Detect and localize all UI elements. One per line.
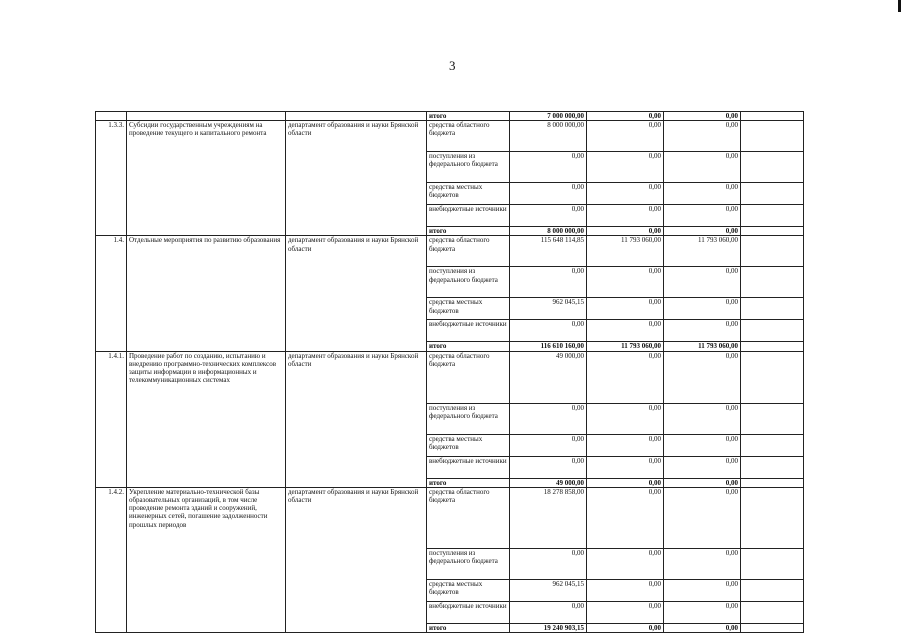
amount-year-2: 0,00 bbox=[587, 478, 664, 487]
funding-source: поступления из федерального бюджета bbox=[427, 403, 510, 434]
blank-column-cell bbox=[741, 601, 804, 623]
responsible-department: департамент образования и науки Брянской области bbox=[286, 236, 427, 351]
funding-source: средства местных бюджетов bbox=[427, 579, 510, 601]
amount-year-2: 0,00 bbox=[587, 487, 664, 548]
item-name: Проведение работ по созданию, испытанию и внедрению программно-технических комплексов защиты информации в информационных и телекоммуникационных системах bbox=[127, 351, 286, 487]
responsible-department: департамент образования и науки Брянской области bbox=[286, 351, 427, 487]
amount-year-2: 0,00 bbox=[587, 152, 664, 183]
amount-year-2: 0,00 bbox=[587, 434, 664, 456]
amount-year-2: 0,00 bbox=[587, 298, 664, 320]
amount-year-2: 0,00 bbox=[587, 112, 664, 121]
amount-year-3: 0,00 bbox=[664, 267, 741, 298]
amount-year-1: 8 000 000,00 bbox=[510, 227, 587, 236]
amount-year-3: 0,00 bbox=[664, 112, 741, 121]
amount-year-2: 11 793 060,00 bbox=[587, 236, 664, 267]
responsible-department: департамент образования и науки Брянской области bbox=[286, 487, 427, 632]
blank-column-cell bbox=[741, 623, 804, 632]
table-row bbox=[96, 236, 804, 267]
blank-column-cell bbox=[741, 478, 804, 487]
item-code: 1.4. bbox=[96, 236, 127, 351]
amount-year-3: 0,00 bbox=[664, 298, 741, 320]
blank-column-cell bbox=[741, 456, 804, 478]
page-number: 3 bbox=[449, 58, 456, 73]
amount-year-3: 0,00 bbox=[664, 183, 741, 205]
amount-year-3: 0,00 bbox=[664, 601, 741, 623]
amount-year-1: 0,00 bbox=[510, 601, 587, 623]
amount-year-1: 962 045,15 bbox=[510, 579, 587, 601]
blank-column-cell bbox=[741, 112, 804, 121]
amount-year-1: 0,00 bbox=[510, 152, 587, 183]
amount-year-3: 0,00 bbox=[664, 487, 741, 548]
blank-column-cell bbox=[741, 548, 804, 579]
blank-column-cell bbox=[741, 579, 804, 601]
amount-year-2: 11 793 060,00 bbox=[587, 342, 664, 351]
amount-year-3: 0,00 bbox=[664, 434, 741, 456]
amount-year-1: 0,00 bbox=[510, 434, 587, 456]
amount-year-1: 18 278 858,00 bbox=[510, 487, 587, 548]
amount-year-2: 0,00 bbox=[587, 623, 664, 632]
item-name: Укрепление материально-технической базы образовательных организаций, в том числе проведение ремонта зданий и сооружений, инженерных сетей, погашение задолженности прошлых периодов bbox=[127, 487, 286, 632]
funding-source: внебюджетные источники bbox=[427, 456, 510, 478]
amount-year-1: 49 000,00 bbox=[510, 351, 587, 403]
funding-source: итого bbox=[427, 342, 510, 351]
amount-year-2: 0,00 bbox=[587, 579, 664, 601]
funding-source: итого bbox=[427, 227, 510, 236]
funding-source: итого bbox=[427, 112, 510, 121]
amount-year-1: 49 000,00 bbox=[510, 478, 587, 487]
amount-year-3: 11 793 060,00 bbox=[664, 342, 741, 351]
funding-source: поступления из федерального бюджета bbox=[427, 267, 510, 298]
amount-year-2: 0,00 bbox=[587, 121, 664, 152]
item-code: 1.4.1. bbox=[96, 351, 127, 487]
blank-column-cell bbox=[741, 121, 804, 152]
amount-year-2: 0,00 bbox=[587, 227, 664, 236]
scan-edge-mark bbox=[898, 0, 901, 12]
amount-year-1: 0,00 bbox=[510, 456, 587, 478]
responsible-department bbox=[286, 112, 427, 121]
item-name: Субсидии государственным учреждениям на проведение текущего и капитального ремонта bbox=[127, 121, 286, 236]
amount-year-3: 0,00 bbox=[664, 121, 741, 152]
amount-year-3: 0,00 bbox=[664, 227, 741, 236]
budget-table bbox=[95, 111, 804, 633]
amount-year-1: 0,00 bbox=[510, 403, 587, 434]
amount-year-2: 0,00 bbox=[587, 456, 664, 478]
amount-year-3: 0,00 bbox=[664, 456, 741, 478]
amount-year-1: 0,00 bbox=[510, 320, 587, 342]
item-name: Отдельные мероприятия по развитию образования bbox=[127, 236, 286, 351]
amount-year-1: 0,00 bbox=[510, 183, 587, 205]
item-code bbox=[96, 112, 127, 121]
funding-source: средства областного бюджета bbox=[427, 351, 510, 403]
blank-column-cell bbox=[741, 351, 804, 403]
amount-year-2: 0,00 bbox=[587, 205, 664, 227]
funding-source: внебюджетные источники bbox=[427, 320, 510, 342]
blank-column-cell bbox=[741, 434, 804, 456]
blank-column-cell bbox=[741, 227, 804, 236]
amount-year-2: 0,00 bbox=[587, 267, 664, 298]
amount-year-1: 0,00 bbox=[510, 548, 587, 579]
blank-column-cell bbox=[741, 152, 804, 183]
funding-source: поступления из федерального бюджета bbox=[427, 548, 510, 579]
funding-source: внебюджетные источники bbox=[427, 601, 510, 623]
amount-year-3: 0,00 bbox=[664, 548, 741, 579]
blank-column-cell bbox=[741, 298, 804, 320]
blank-column-cell bbox=[741, 342, 804, 351]
amount-year-2: 0,00 bbox=[587, 183, 664, 205]
item-name bbox=[127, 112, 286, 121]
table-row bbox=[96, 121, 804, 152]
amount-year-3: 0,00 bbox=[664, 579, 741, 601]
funding-source: итого bbox=[427, 478, 510, 487]
amount-year-3: 0,00 bbox=[664, 205, 741, 227]
amount-year-2: 0,00 bbox=[587, 601, 664, 623]
amount-year-1: 962 045,15 bbox=[510, 298, 587, 320]
amount-year-2: 0,00 bbox=[587, 351, 664, 403]
item-code: 1.3.3. bbox=[96, 121, 127, 236]
amount-year-1: 0,00 bbox=[510, 205, 587, 227]
funding-source: средства местных бюджетов bbox=[427, 434, 510, 456]
amount-year-3: 0,00 bbox=[664, 152, 741, 183]
amount-year-1: 116 610 160,00 bbox=[510, 342, 587, 351]
amount-year-1: 19 240 903,15 bbox=[510, 623, 587, 632]
funding-source: поступления из федерального бюджета bbox=[427, 152, 510, 183]
amount-year-1: 0,00 bbox=[510, 267, 587, 298]
amount-year-3: 0,00 bbox=[664, 320, 741, 342]
funding-source: средства местных бюджетов bbox=[427, 183, 510, 205]
amount-year-3: 0,00 bbox=[664, 623, 741, 632]
blank-column-cell bbox=[741, 267, 804, 298]
table-row bbox=[96, 487, 804, 548]
amount-year-2: 0,00 bbox=[587, 320, 664, 342]
amount-year-2: 0,00 bbox=[587, 403, 664, 434]
funding-source: средства областного бюджета bbox=[427, 121, 510, 152]
table-row bbox=[96, 351, 804, 403]
table-row bbox=[96, 112, 804, 121]
funding-source: средства областного бюджета bbox=[427, 236, 510, 267]
blank-column-cell bbox=[741, 487, 804, 548]
funding-source: средства местных бюджетов bbox=[427, 298, 510, 320]
funding-source: внебюджетные источники bbox=[427, 205, 510, 227]
amount-year-1: 7 000 000,00 bbox=[510, 112, 587, 121]
blank-column-cell bbox=[741, 183, 804, 205]
funding-source: итого bbox=[427, 623, 510, 632]
amount-year-3: 0,00 bbox=[664, 403, 741, 434]
amount-year-3: 0,00 bbox=[664, 478, 741, 487]
blank-column-cell bbox=[741, 403, 804, 434]
item-code: 1.4.2. bbox=[96, 487, 127, 632]
blank-column-cell bbox=[741, 205, 804, 227]
amount-year-2: 0,00 bbox=[587, 548, 664, 579]
amount-year-3: 0,00 bbox=[664, 351, 741, 403]
blank-column-cell bbox=[741, 320, 804, 342]
responsible-department: департамент образования и науки Брянской области bbox=[286, 121, 427, 236]
blank-column-cell bbox=[741, 236, 804, 267]
amount-year-1: 115 648 114,85 bbox=[510, 236, 587, 267]
amount-year-3: 11 793 060,00 bbox=[664, 236, 741, 267]
amount-year-1: 8 000 000,00 bbox=[510, 121, 587, 152]
funding-source: средства областного бюджета bbox=[427, 487, 510, 548]
